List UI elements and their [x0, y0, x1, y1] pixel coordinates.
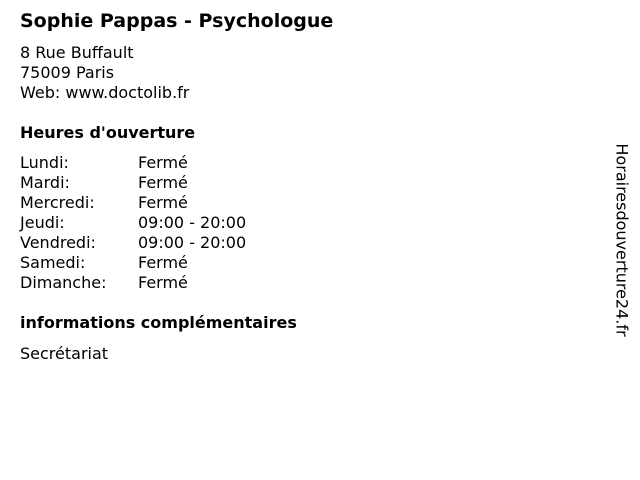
- address-block: [20, 43, 189, 103]
- day-label: Mardi:: [20, 173, 70, 192]
- additional-info-heading: informations complémentaires: [20, 313, 297, 332]
- hours-value: Fermé: [138, 253, 188, 272]
- hours-value: 09:00 - 20:00: [138, 233, 247, 252]
- day-label: Mercredi:: [20, 193, 95, 212]
- hours-value: Fermé: [138, 273, 188, 292]
- opening-hours-heading: Heures d'ouverture: [20, 123, 196, 142]
- address-city: 75009 Paris: [20, 63, 115, 82]
- hours-value: Fermé: [138, 153, 188, 172]
- day-label: Lundi:: [20, 153, 69, 172]
- additional-info-text: Secrétariat: [20, 344, 109, 363]
- address-web: Web: www.doctolib.fr: [20, 83, 190, 102]
- day-label: Jeudi:: [20, 213, 65, 232]
- hours-value: Fermé: [138, 193, 188, 212]
- day-label: Samedi:: [20, 253, 86, 272]
- day-label: Vendredi:: [20, 233, 96, 252]
- address-street: 8 Rue Buffault: [20, 43, 134, 62]
- hours-value: Fermé: [138, 173, 188, 192]
- day-label: Dimanche:: [20, 273, 107, 292]
- site-watermark: Horairesdouverture24.fr: [612, 143, 632, 337]
- hours-value: 09:00 - 20:00: [138, 213, 247, 232]
- page-title: Sophie Pappas - Psychologue: [20, 10, 334, 32]
